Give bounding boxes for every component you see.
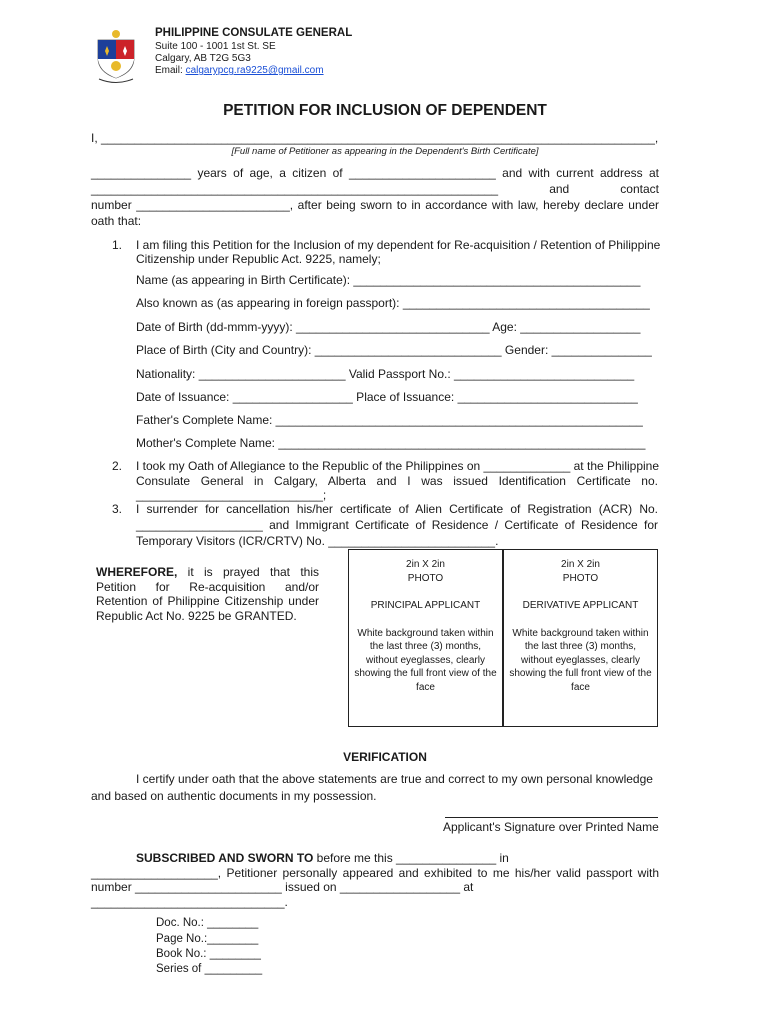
wherefore-paragraph — [96, 565, 319, 623]
item-2-line-b: Consulate General in Calgary, Alberta and I was issued Identification Certificate no. — [136, 474, 658, 488]
address-line-1: Suite 100 - 1001 1st St. SE — [155, 41, 276, 52]
field-mother: Mother's Complete Name: _______________________________________________________ — [136, 436, 646, 450]
book-no: Book No.: ________ — [156, 948, 261, 960]
intro-line-5: oath that: — [91, 214, 142, 228]
series-of: Series of _________ — [156, 963, 263, 975]
field-father: Father's Complete Name: _______________________________________________________ — [136, 413, 643, 427]
petitioner-name-line: I, ___________________________________________________________________________________, — [91, 131, 659, 145]
item-3-line-a: I surrender for cancellation his/her certificate of Alien Certificate of Registration (ACR) No. — [136, 502, 658, 516]
consulate-seal-icon — [93, 28, 139, 84]
photo-boxes — [348, 549, 658, 727]
item-3-number: 3. — [112, 502, 123, 516]
sworn-lead: SUBSCRIBED AND SWORN TO — [136, 851, 314, 865]
item-2-number: 2. — [112, 459, 123, 473]
verification-line-b: and based on authentic documents in my possession. — [91, 789, 377, 803]
photo-size: 2in X 2in — [561, 559, 600, 570]
photo-box-principal[interactable] — [349, 550, 502, 694]
field-nationality-passport: Nationality: ______________________ Valid Passport No.: ___________________________ — [136, 367, 635, 381]
email-line — [155, 65, 324, 77]
field-alias: Also known as (as appearing in foreign passport): _____________________________________ — [136, 296, 650, 310]
field-pob-gender: Place of Birth (City and Country): ____________________________ Gender: _______________ — [136, 343, 652, 357]
signature-label: Applicant's Signature over Printed Name — [443, 820, 659, 834]
sworn-line-a — [136, 851, 659, 865]
photo-note: White background taken within the last three (3) months, without eyeglasses, clearly showing the full front view of the face — [509, 627, 652, 693]
petitioner-name-caption: [Full name of Petitioner as appearing in the Dependent's Birth Certificate] — [231, 146, 539, 157]
sworn-line-a-rest: before me this _______________ in — [313, 851, 509, 865]
address-line-2: Calgary, AB T2G 5G3 — [155, 53, 251, 64]
wherefore-text: it is prayed that this Petition for Re-acquisition and/or Retention of Philippine Citizenship under Republic Act No. 9225 be GRANTED. — [96, 565, 319, 623]
document-title: PETITION FOR INCLUSION OF DEPENDENT — [223, 102, 547, 119]
sworn-line-b: ___________________, Petitioner personally appeared and exhibited to me his/her valid passport with — [91, 866, 659, 880]
sworn-line-d: _____________________________. — [91, 895, 288, 909]
email-link[interactable]: calgarypcg.ra9225@gmail.com — [185, 65, 324, 76]
photo-size: 2in X 2in — [406, 559, 445, 570]
field-issuance: Date of Issuance: __________________ Place of Issuance: ___________________________ — [136, 390, 638, 404]
email-label: Email: — [155, 65, 186, 76]
photo-role: DERIVATIVE APPLICANT — [522, 600, 639, 611]
photo-label: PHOTO — [407, 572, 444, 584]
verification-line-a: I certify under oath that the above statements are true and correct to my own personal knowledge — [136, 772, 653, 786]
item-2-line-c: ____________________________; — [136, 488, 327, 502]
doc-no: Doc. No.: ________ — [156, 917, 259, 929]
field-dob-age: Date of Birth (dd-mmm-yyyy): _____________________________ Age: __________________ — [136, 320, 641, 334]
page-no: Page No.:________ — [156, 933, 259, 945]
field-name: Name (as appearing in Birth Certificate): ___________________________________________ — [136, 273, 641, 287]
item-1-text-a: I am filing this Petition for the Inclusion of my dependent for Re-acquisition / Retention of Philippine — [136, 238, 661, 252]
item-3-line-b: ___________________ and Immigrant Certificate of Residence / Certificate of Residence for — [136, 518, 658, 532]
signature-line — [445, 817, 658, 818]
intro-line-3: _____________________________________________________________ and contact — [91, 182, 659, 196]
item-2-line-a: I took my Oath of Allegiance to the Republic of the Philippines on _____________ at the Philippine — [136, 459, 660, 473]
item-1-number: 1. — [112, 238, 123, 252]
photo-note: White background taken within the last three (3) months, without eyeglasses, clearly showing the full front view of the face — [354, 627, 497, 693]
consulate-name: PHILIPPINE CONSULATE GENERAL — [155, 27, 353, 39]
verification-title: VERIFICATION — [343, 750, 427, 764]
intro-line-4: number _______________________, after being sworn to in accordance with law, hereby declare under — [91, 198, 659, 212]
item-1-text-b: Citizenship under Republic Act. 9225, namely; — [136, 252, 381, 266]
wherefore-lead: WHEREFORE, — [96, 565, 178, 579]
photo-box-derivative[interactable] — [504, 550, 657, 694]
photo-role: PRINCIPAL APPLICANT — [370, 600, 481, 611]
intro-line-2: _______________ years of age, a citizen of ______________________ and with current address at — [91, 166, 659, 180]
sworn-line-c: number ______________________ issued on __________________ at — [91, 880, 474, 894]
item-3-line-c: Temporary Visitors (ICR/CRTV) No. _________________________. — [136, 534, 499, 548]
photo-label: PHOTO — [562, 572, 599, 584]
